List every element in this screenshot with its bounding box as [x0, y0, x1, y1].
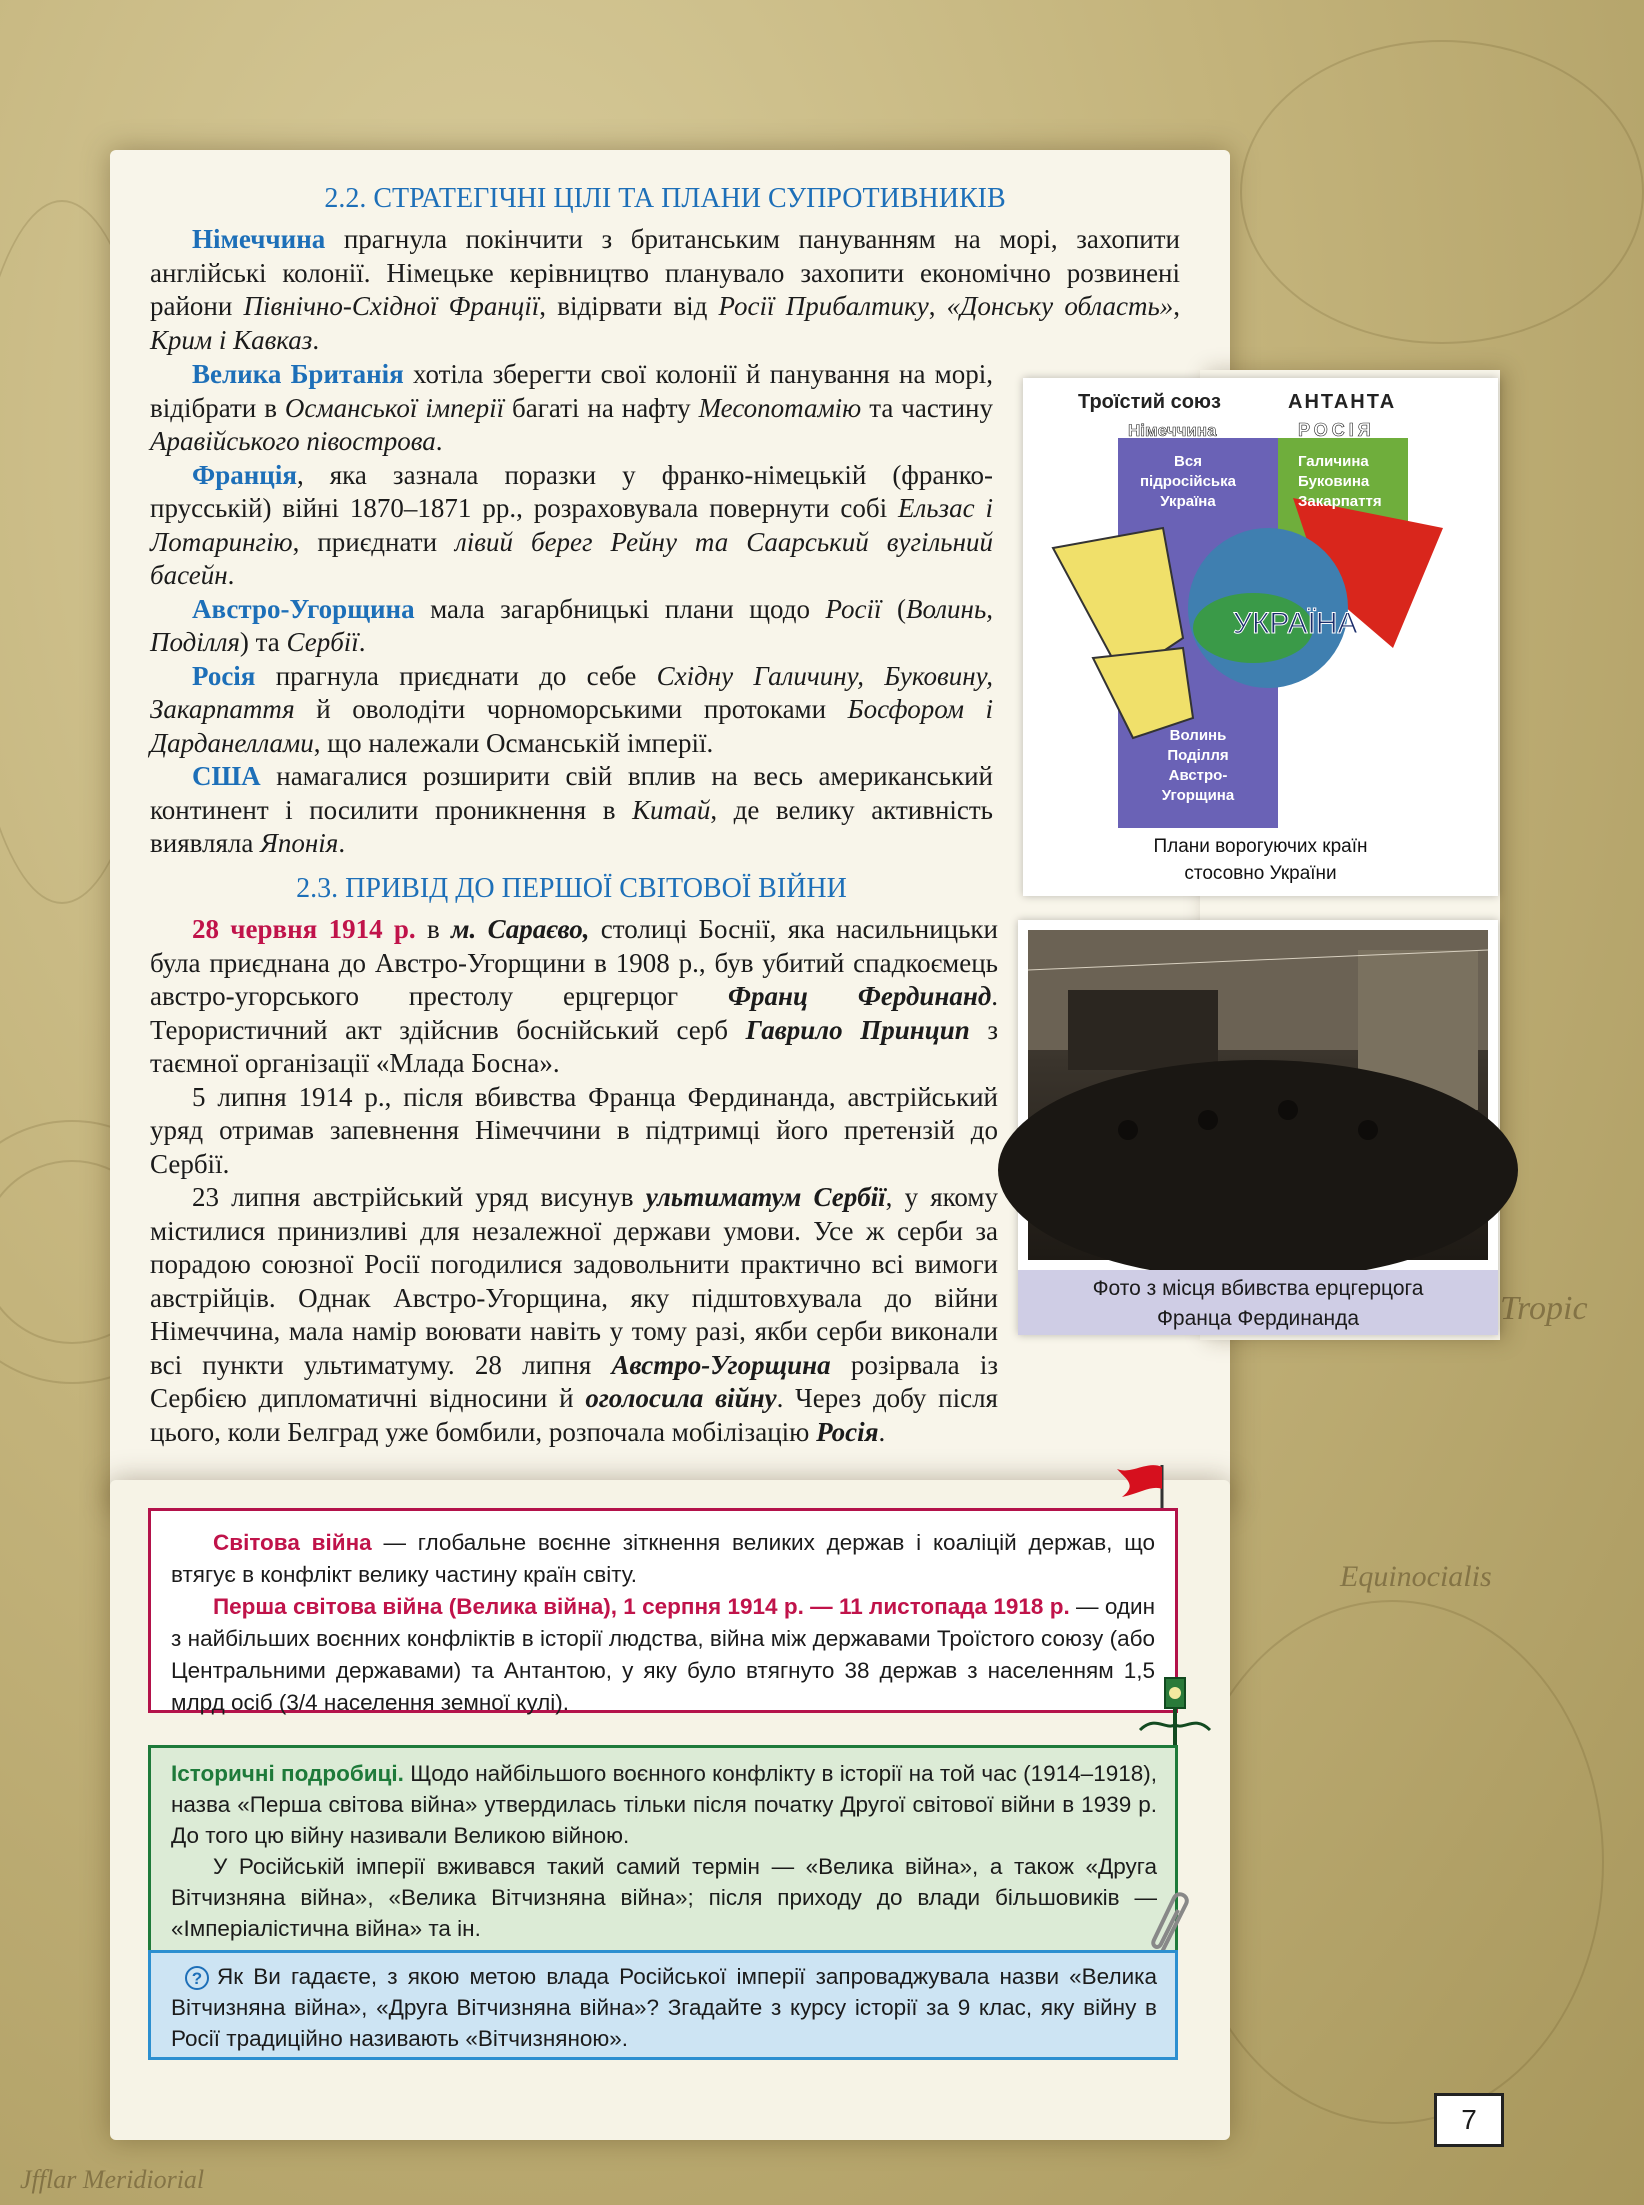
country-france: Франція	[192, 459, 297, 490]
definition-box	[148, 1508, 1178, 1713]
country-russia: Росія	[192, 660, 256, 691]
country-britain: Велика Британія	[192, 359, 404, 389]
paragraph-austria: Австро-Угорщина мала загарбницькі плани щодо Росії (Волинь, Поділля) та Сербії.	[150, 593, 993, 657]
map-coastline	[1240, 40, 1644, 344]
photo-illustration	[1028, 930, 1488, 1260]
section-2-2-heading: 2.2. СТРАТЕГІЧНІ ЦІЛІ ТА ПЛАНИ СУПРОТИВНИКІВ	[324, 183, 1006, 214]
page-number: 7	[1434, 2093, 1504, 2147]
bottom-claim-3: Австро-	[1168, 767, 1228, 784]
paragraph-usa: США намагалися розширити свій вплив на весь американський континент і посилити проникнення в Китай, де велику активність виявляла Японія.	[150, 761, 993, 858]
map-label: Jfflar Meridiorial	[20, 2165, 205, 2194]
section-2-3-heading: 2.3. ПРИВІД ДО ПЕРШОЇ СВІТОВОЇ ВІЙНИ	[296, 873, 847, 904]
right-claim-2: Буковина	[1298, 473, 1370, 490]
history-label: Історичні подробиці.	[171, 1761, 404, 1786]
left-claim-2: підросійська	[1139, 473, 1237, 490]
figure-photo-caption: Фото з місця вбивства ерцгерцога Франца Фердинанда	[1018, 1270, 1498, 1335]
question-box	[148, 1950, 1178, 2060]
map-coastline	[1180, 1600, 1604, 2124]
figure-plans-ukraine	[1023, 378, 1498, 896]
russia-label: РОСІЯ	[1298, 420, 1375, 440]
bottom-claim-1: Волинь	[1169, 727, 1227, 744]
question-text: ? Як Ви гадаєте, з якою метою влада Російської імперії запроваджувала назви «Велика Вітчизняна війна», «Друга Вітчизняна війна»? Згадайте з курсу історії за 9 клас, яку війну в Росії традиційно називають «Вітчизняною».	[171, 1964, 1157, 2051]
section-2-3-text-narrow	[150, 913, 998, 1181]
entente-title: АНТАНТА	[1288, 391, 1397, 413]
paragraph-ultimatum: 23 липня австрійський уряд висунув ультиматум Сербії, у якому містилися принизливі для незалежної держави умови. Усе ж серби за порадою союзної Росії погодилися задовольнити практично всі вимоги австрійців. Однак Австро-Угорщина, яку підштовхувала до війни Німеччина, мала намір воювати навіть у тому разі, якби серби виконали всі пункти ультиматуму. 28 липня Австро-Угорщина розірвала із Сербією дипломатичні відносини й оголосила війну. Через добу після цього, коли Белград уже бомбили, розпочала мобілізацію Росія.	[150, 1182, 998, 1447]
definition-world-war: Світова війна — глобальне воєнне зіткнення великих держав і коаліцій держав, що втягує в конфлікт велику частину країн світу.	[171, 1530, 1155, 1587]
map-label: Tropic	[1500, 1290, 1588, 1327]
paragraph-russia: Росія прагнула приєднати до себе Східну Галичину, Буковину, Закарпаття й оволодіти чорноморськими протоками Босфором і Дарданеллами, що належали Османській імперії.	[150, 660, 993, 758]
term-world-war: Світова війна	[213, 1530, 372, 1555]
paragraph-july-5: 5 липня 1914 р., після вбивства Франца Фердинанда, австрійський уряд отримав запевнення Німеччини в підтримці його претензій до Сербії.	[150, 1081, 998, 1179]
paragraph-france: Франція, яка зазнала поразки у франко-німецькій (франко-прусській) війні 1870–1871 рр., розраховувала повернути собі Ельзас і Лотарингію, приєднати лівий берег Рейну та Саарський вугільний басейн.	[150, 459, 993, 590]
plans-center-label: УКРАЇНА	[1233, 607, 1358, 640]
right-claim-1: Галичина	[1298, 453, 1369, 470]
bottom-claim-2: Поділля	[1167, 747, 1229, 764]
history-paragraph-2: У Російській імперії вживався такий самий термін — «Велика війна», а також «Друга Вітчизняна війна», «Велика Вітчизняна війна»; після приходу до влади більшовиків — «Імперіалістична війна» та ін.	[171, 1854, 1157, 1941]
term-first-world-war: Перша світова війна (Велика війна), 1 серпня 1914 р. — 11 листопада 1918 р.	[213, 1594, 1070, 1619]
bottom-claim-4: Угорщина	[1161, 787, 1235, 804]
paragraph-britain: Велика Британія хотіла зберегти свої колонії й панування на морі, відібрати в Османської імперії багаті на нафту Месопотамію та частину Аравійського півострова.	[150, 359, 993, 456]
country-usa: США	[192, 761, 261, 791]
question-icon: ?	[185, 1966, 209, 1990]
figure-assassination-photo	[1018, 920, 1498, 1335]
figure-plans-caption: Плани ворогуючих країн стосовно України	[1153, 836, 1368, 884]
history-paragraph-1: Історичні подробиці. Щодо найбільшого воєнного конфлікту в історії на той час (1914–1918), назва «Перша світова війна» утвердилась тільки після початку Другої світової війни в 1939 р. До того цю війну називали Великою війною.	[171, 1761, 1157, 1848]
section-2-2-text-wide	[150, 223, 1180, 357]
left-claim-3: Україна	[1160, 493, 1216, 510]
map-label: Equinocialis	[1340, 1560, 1492, 1593]
plans-illustration	[1023, 378, 1498, 828]
germany-label: Німеччина	[1128, 421, 1217, 440]
paragraph-germany: Німеччина прагнула покінчити з британським пануванням на морі, захопити англійські колонії. Німецьке керівництво планувало захопити економічно розвинені райони Північно-Східної Франції, відірвати від Росії Прибалтику, «Донську область», Крим і Кавказ.	[150, 224, 1180, 355]
historical-details-box	[148, 1745, 1178, 1955]
country-germany: Німеччина	[192, 224, 326, 254]
triple-alliance-title: Троїстий союз	[1078, 391, 1221, 413]
paragraph-sarajevo: 28 червня 1914 р. в м. Сараєво, столиці Боснії, яка насильницьки була приєднана до Австро-Угорщини в 1908 р., був убитий спадкоємець австро-угорського престолу ерцгерцог Франц Фердинанд. Терористичний акт здійснив боснійський серб Гаврило Принцип з таємної організації «Млада Босна».	[150, 914, 999, 1078]
left-claim-1: Вся	[1174, 453, 1202, 470]
definition-first-world-war: Перша світова війна (Велика війна), 1 серпня 1914 р. — 11 листопада 1918 р. — один з найбільших воєнних конфліктів в історії людства, війна між державами Троїстого союзу (або Центральними державами) та Антантою, у яку було втягнуто 38 держав з населенням 1,5 млрд осіб (3/4 населення земної кулі).	[171, 1594, 1155, 1715]
section-2-2-text-narrow	[150, 358, 993, 861]
date-assassination: 28 червня 1914 р.	[192, 914, 416, 944]
country-austria: Австро-Угорщина	[192, 593, 415, 624]
historical-photo	[1028, 930, 1488, 1260]
right-claim-3: Закарпаття	[1298, 493, 1382, 510]
